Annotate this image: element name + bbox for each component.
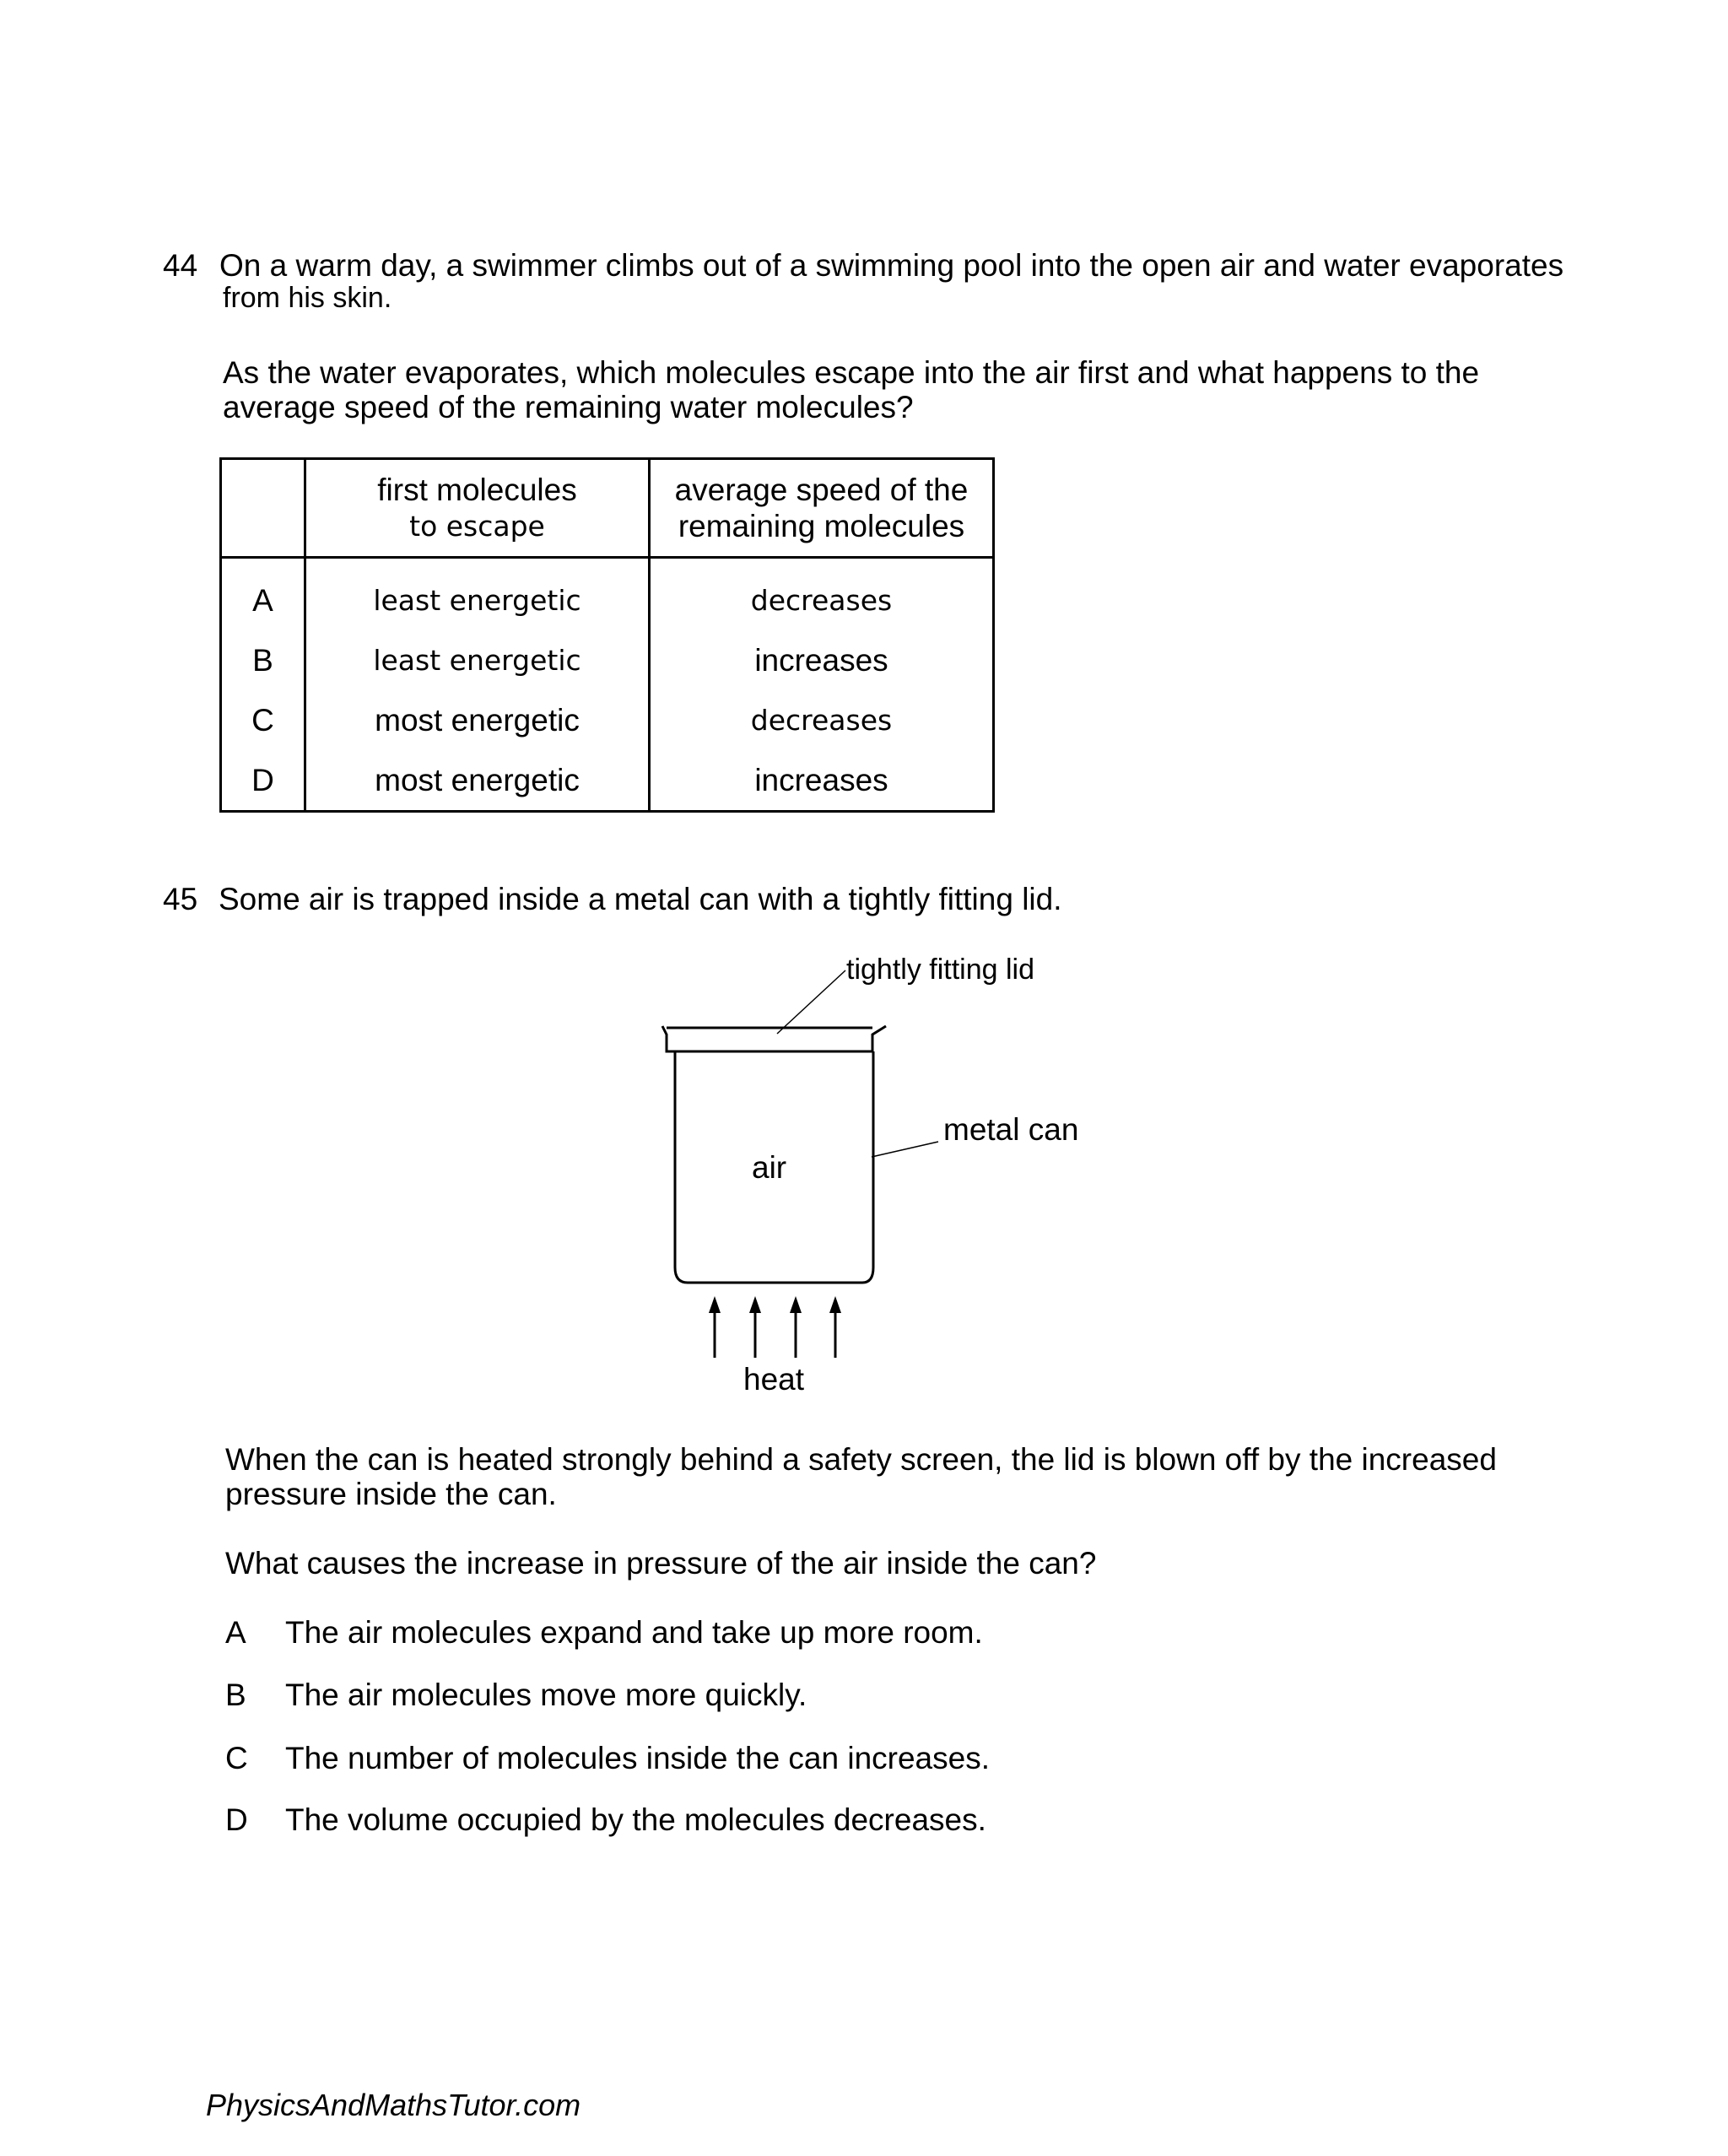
heat-arrow-head	[829, 1296, 841, 1313]
header-col1-line1: first molecules	[377, 473, 577, 507]
option-letter-c: C	[225, 1741, 248, 1775]
can-label: metal can	[943, 1112, 1079, 1147]
heat-label: heat	[743, 1362, 805, 1397]
option-letter-d: D	[225, 1802, 248, 1837]
option-text-d: The volume occupied by the molecules decreases.	[285, 1802, 986, 1837]
q44-stem-line1: On a warm day, a swimmer climbs out of a swimming pool into the open air and water evaporates	[219, 248, 1564, 283]
q44-prompt-line1: As the water evaporates, which molecules escape into the air first and what happens to the	[223, 355, 1480, 390]
question-number-45: 45	[163, 882, 198, 916]
q45-stem-line1: Some air is trapped inside a metal can with a tightly fitting lid.	[219, 882, 1062, 916]
row-first: least energetic	[305, 558, 650, 631]
q45-question: What causes the increase in pressure of the air inside the can?	[225, 1546, 1097, 1581]
row-letter: B	[221, 630, 305, 690]
row-first: most energetic	[305, 690, 650, 750]
row-first: least energetic	[305, 630, 650, 690]
row-letter: A	[221, 558, 305, 631]
row-speed: decreases	[650, 690, 994, 750]
option-letter-a: A	[225, 1615, 246, 1650]
q45-para-line2: pressure inside the can.	[225, 1477, 557, 1511]
option-text-a: The air molecules expand and take up more room.	[285, 1615, 983, 1650]
option-text-c: The number of molecules inside the can increases.	[285, 1741, 990, 1775]
footer-watermark: PhysicsAndMathsTutor.com	[206, 2088, 581, 2122]
header-col2-line2: remaining molecules	[678, 509, 965, 543]
q45-para-line1: When the can is heated strongly behind a safety screen, the lid is blown off by the increased	[225, 1442, 1497, 1477]
lid-shape	[662, 1026, 886, 1051]
heat-arrow-head	[709, 1296, 721, 1313]
row-speed: increases	[650, 750, 994, 812]
lid-label: tightly fitting lid	[846, 954, 1034, 986]
q44-stem-line2: from his skin.	[223, 282, 392, 314]
row-speed: decreases	[650, 558, 994, 631]
row-first: most energetic	[305, 750, 650, 812]
air-label: air	[752, 1150, 787, 1185]
question-number-44: 44	[163, 248, 198, 283]
row-speed: increases	[650, 630, 994, 690]
option-text-b: The air molecules move more quickly.	[285, 1678, 807, 1712]
q44-prompt-line2: average speed of the remaining water molecules?	[223, 390, 914, 424]
row-letter: D	[221, 750, 305, 812]
header-col1-line2: to escape	[409, 510, 545, 543]
lid-leader-line	[777, 970, 845, 1034]
row-letter: C	[221, 690, 305, 750]
header-col2-line1: average speed of the	[674, 473, 969, 507]
heat-arrow-head	[749, 1296, 761, 1313]
can-leader-line	[872, 1142, 938, 1157]
heat-arrow-head	[790, 1296, 802, 1313]
option-letter-b: B	[225, 1678, 246, 1712]
